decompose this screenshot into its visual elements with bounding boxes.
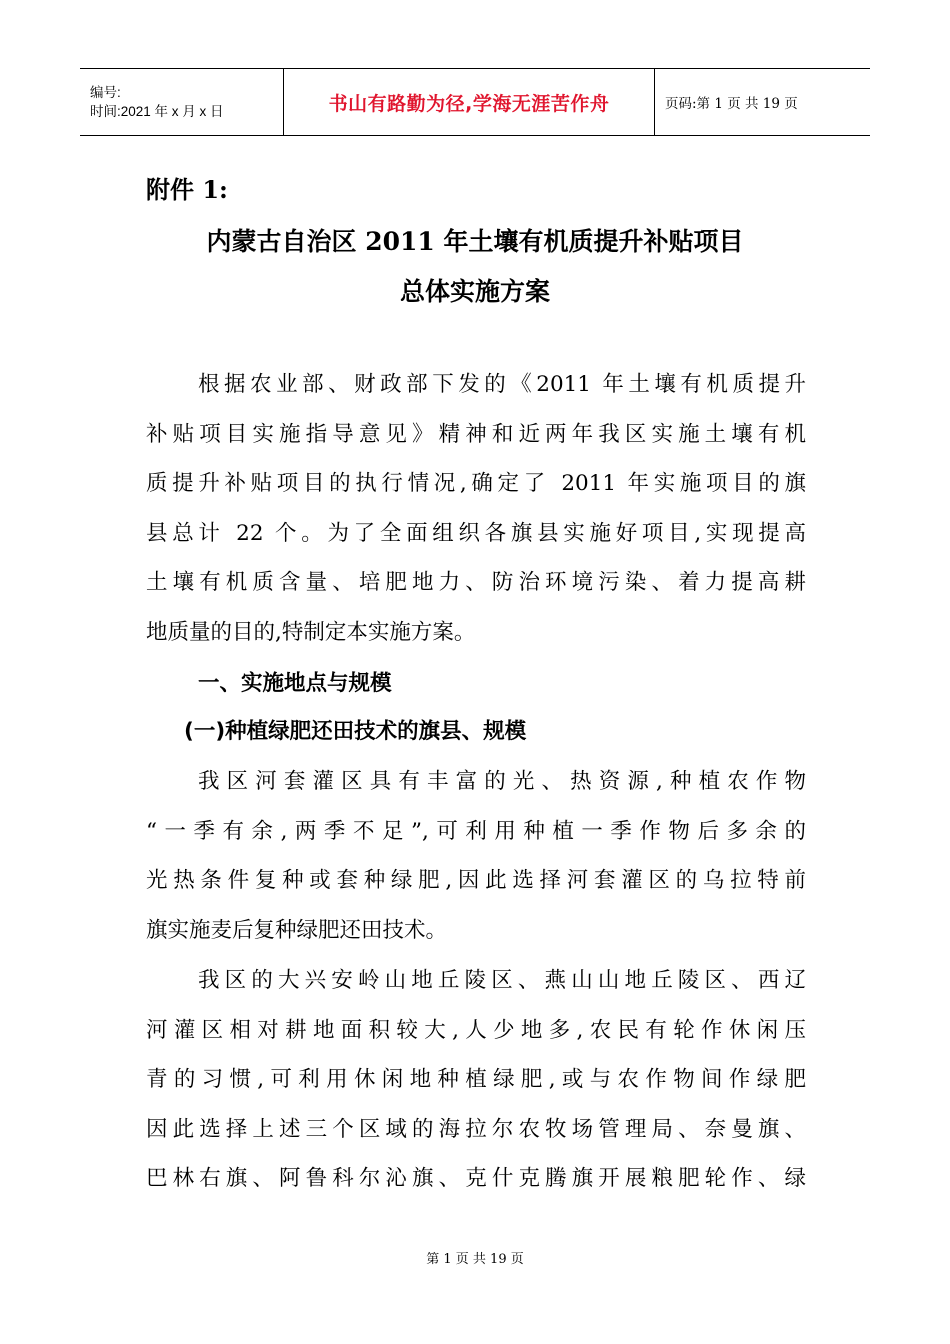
subsection-heading: (一)种植绿肥还田技术的旗县、规模 — [184, 719, 527, 744]
text-line: 河灌区相对耕地面积较大,人少地多,农民有轮作休闲压 — [146, 1017, 806, 1043]
text-line: 地质量的目的,特制定本实施方案。 — [146, 619, 476, 645]
text-line: 巴林右旗、阿鲁科尔沁旗、克什克腾旗开展粮肥轮作、绿 — [146, 1166, 806, 1191]
page-header — [80, 68, 870, 136]
header-page-info: 页码:第 1 页 共 19 页 — [665, 96, 798, 112]
document-title: 内蒙古自治区 2011 年土壤有机质提升补贴项目 — [206, 227, 744, 256]
text-line: 质提升补贴项目的执行情况,确定了 2011 年实施项目的旗 — [146, 471, 806, 496]
text-line: 因此选择上述三个区域的海拉尔农牧场管理局、奈曼旗、 — [146, 1116, 806, 1142]
document-date: 时间:2021 年 x 月 x 日 — [90, 104, 224, 119]
paragraph-hetao — [146, 757, 806, 955]
attachment-label: 附件 1: — [146, 175, 228, 204]
text-line: 根据农业部、财政部下发的《2011 年土壤有机质提升 — [198, 372, 806, 397]
text-line: 补贴项目实施指导意见》精神和近两年我区实施土壤有机 — [146, 421, 806, 447]
text-line: 光热条件复种或套种绿肥,因此选择河套灌区的乌拉特前 — [146, 868, 806, 893]
paragraph-intro — [146, 360, 806, 657]
header-meta — [80, 69, 283, 135]
text-line: 我区河套灌区具有丰富的光、热资源,种植农作物 — [198, 769, 806, 794]
text-line: 我区的大兴安岭山地丘陵区、燕山山地丘陵区、西辽 — [198, 968, 806, 993]
page-footer: 第 1 页 共 19 页 — [426, 1252, 524, 1267]
document-number-label: 编号: — [90, 85, 121, 100]
text-line: “一季有余,两季不足”,可利用种植一季作物后多余的 — [146, 818, 806, 844]
text-line: 青的习惯,可利用休闲地种植绿肥,或与农作物间作绿肥 — [146, 1067, 806, 1092]
text-line: 土壤有机质含量、培肥地力、防治环境污染、着力提高耕 — [146, 570, 806, 595]
header-motto: 书山有路勤为径,学海无涯苦作舟 — [283, 69, 655, 135]
text-line: 县总计 22 个。为了全面组织各旗县实施好项目,实现提高 — [146, 520, 806, 546]
paragraph-regions — [146, 956, 806, 1204]
text-line: 旗实施麦后复种绿肥还田技术。 — [146, 917, 448, 943]
section-heading: 一、实施地点与规模 — [198, 671, 392, 696]
document-subtitle: 总体实施方案 — [399, 277, 550, 306]
